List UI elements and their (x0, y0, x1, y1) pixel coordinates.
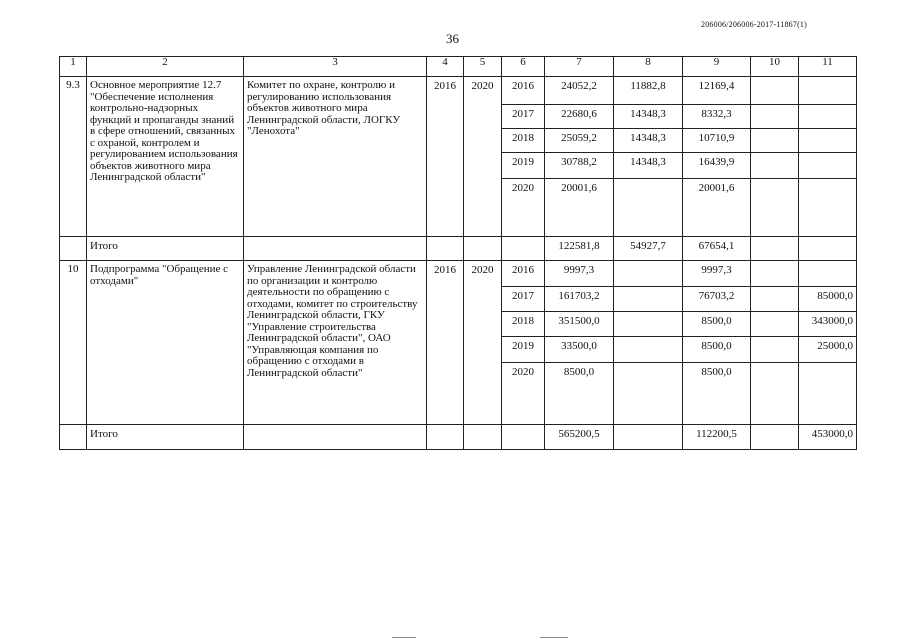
total-value: 112200,5 (683, 425, 751, 450)
total-value: 122581,8 (545, 237, 614, 261)
total-value: 54927,7 (614, 237, 683, 261)
year-cell: 2019 (502, 337, 545, 363)
row-number: 10 (60, 261, 87, 425)
header-row (60, 57, 857, 77)
start-year: 2016 (427, 77, 464, 237)
total-cell (464, 237, 502, 261)
value-cell (751, 312, 799, 337)
total-value (751, 237, 799, 261)
executor: Управление Ленинградской области по организации и контролю деятельности по обращению с отходами, комитет по строительству Ленинградской области, ГКУ "Управление строительства Ленинградской области", ОАО "Управляющая компания по обращению с отходами в Ленинградской области" (244, 261, 427, 425)
value-cell (751, 287, 799, 312)
total-value: 453000,0 (799, 425, 857, 450)
value-cell: 8500,0 (683, 312, 751, 337)
value-cell: 343000,0 (799, 312, 857, 337)
value-cell: 33500,0 (545, 337, 614, 363)
value-cell: 25059,2 (545, 129, 614, 153)
value-cell (614, 312, 683, 337)
value-cell (751, 77, 799, 105)
value-cell: 351500,0 (545, 312, 614, 337)
header-cell: 1 (60, 57, 87, 77)
value-cell (799, 261, 857, 287)
value-cell: 11882,8 (614, 77, 683, 105)
header-cell: 6 (502, 57, 545, 77)
header-cell: 8 (614, 57, 683, 77)
header-cell: 2 (87, 57, 244, 77)
value-cell: 12169,4 (683, 77, 751, 105)
total-value (799, 237, 857, 261)
total-value: 565200,5 (545, 425, 614, 450)
scan-artifact (392, 637, 416, 638)
value-cell (751, 129, 799, 153)
value-cell: 8332,3 (683, 105, 751, 129)
activity-name: Основное мероприятие 12.7 "Обеспечение исполнения контрольно-надзорных функций и пропаганды знаний в сфере отношений, связанных с охраной, контролем и регулированием использования объектов животного мира Ленинградской области" (87, 77, 244, 237)
total-value (614, 425, 683, 450)
value-cell (751, 363, 799, 425)
executor: Комитет по охране, контролю и регулированию использования объектов животного мира Ленинградской области, ЛОГКУ "Ленохота" (244, 77, 427, 237)
value-cell: 9997,3 (545, 261, 614, 287)
total-cell (60, 237, 87, 261)
total-cell (244, 237, 427, 261)
value-cell (751, 337, 799, 363)
value-cell: 30788,2 (545, 153, 614, 179)
table-row (60, 261, 857, 287)
value-cell: 14348,3 (614, 153, 683, 179)
total-cell (244, 425, 427, 450)
value-cell: 20001,6 (683, 179, 751, 237)
value-cell (751, 105, 799, 129)
scan-artifact (540, 637, 568, 638)
total-cell (502, 425, 545, 450)
year-cell: 2018 (502, 129, 545, 153)
value-cell: 14348,3 (614, 105, 683, 129)
value-cell (799, 153, 857, 179)
value-cell (614, 363, 683, 425)
value-cell (751, 261, 799, 287)
value-cell: 8500,0 (683, 363, 751, 425)
table-row (60, 77, 857, 105)
total-label: Итого (87, 425, 244, 450)
start-year: 2016 (427, 261, 464, 425)
total-cell (60, 425, 87, 450)
year-cell: 2018 (502, 312, 545, 337)
header-cell: 9 (683, 57, 751, 77)
value-cell: 22680,6 (545, 105, 614, 129)
value-cell: 20001,6 (545, 179, 614, 237)
total-cell (427, 425, 464, 450)
value-cell (614, 261, 683, 287)
total-label: Итого (87, 237, 244, 261)
year-cell: 2020 (502, 179, 545, 237)
year-cell: 2020 (502, 363, 545, 425)
value-cell: 16439,9 (683, 153, 751, 179)
header-cell: 5 (464, 57, 502, 77)
value-cell: 8500,0 (545, 363, 614, 425)
header-cell: 11 (799, 57, 857, 77)
value-cell (614, 179, 683, 237)
document-id: 206006/206006-2017-11867(1) (701, 20, 807, 29)
year-cell: 2016 (502, 77, 545, 105)
value-cell: 9997,3 (683, 261, 751, 287)
value-cell: 161703,2 (545, 287, 614, 312)
end-year: 2020 (464, 261, 502, 425)
budget-table (59, 56, 857, 450)
row-number: 9.3 (60, 77, 87, 237)
value-cell: 14348,3 (614, 129, 683, 153)
header-cell: 4 (427, 57, 464, 77)
header-cell: 10 (751, 57, 799, 77)
total-cell (427, 237, 464, 261)
value-cell (614, 287, 683, 312)
value-cell (799, 77, 857, 105)
value-cell: 8500,0 (683, 337, 751, 363)
value-cell (751, 179, 799, 237)
page-number: 36 (446, 31, 459, 46)
value-cell (751, 153, 799, 179)
value-cell (614, 337, 683, 363)
total-row (60, 425, 857, 450)
year-cell: 2017 (502, 287, 545, 312)
value-cell: 25000,0 (799, 337, 857, 363)
value-cell: 24052,2 (545, 77, 614, 105)
end-year: 2020 (464, 77, 502, 237)
header-cell: 7 (545, 57, 614, 77)
total-cell (464, 425, 502, 450)
total-cell (502, 237, 545, 261)
value-cell (799, 129, 857, 153)
value-cell (799, 179, 857, 237)
value-cell: 85000,0 (799, 287, 857, 312)
header-cell: 3 (244, 57, 427, 77)
year-cell: 2016 (502, 261, 545, 287)
value-cell: 76703,2 (683, 287, 751, 312)
value-cell (799, 363, 857, 425)
activity-name: Подпрограмма "Обращение с отходами" (87, 261, 244, 425)
total-row (60, 237, 857, 261)
value-cell: 10710,9 (683, 129, 751, 153)
total-value (751, 425, 799, 450)
total-value: 67654,1 (683, 237, 751, 261)
year-cell: 2019 (502, 153, 545, 179)
value-cell (799, 105, 857, 129)
year-cell: 2017 (502, 105, 545, 129)
